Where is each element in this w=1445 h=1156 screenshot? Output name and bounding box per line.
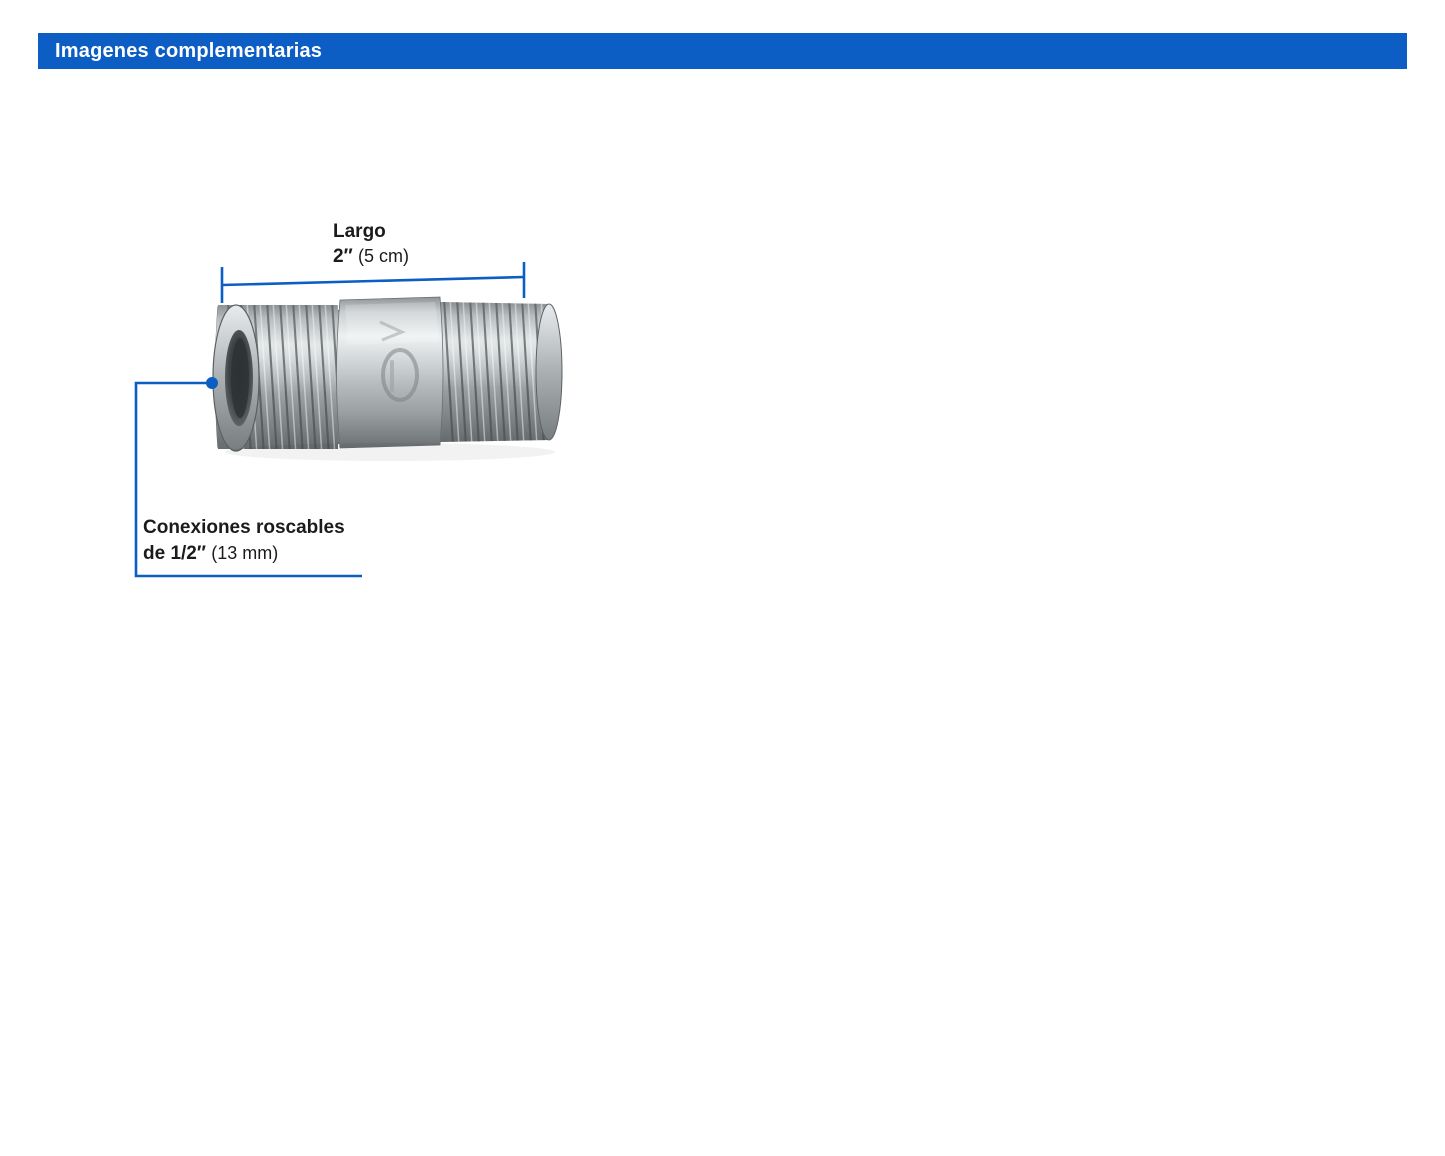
right-end-rim bbox=[536, 304, 562, 440]
pipe-nipple-illustration bbox=[213, 297, 562, 461]
label-largo-value-metric: (5 cm) bbox=[357, 246, 409, 267]
label-largo-value-line bbox=[333, 245, 409, 269]
page-title: Imagenes complementarias bbox=[55, 39, 323, 62]
label-conexiones bbox=[143, 516, 345, 567]
label-conexiones-value-metric: (13 mm) bbox=[211, 543, 279, 564]
label-conexiones-title: Conexiones roscables bbox=[143, 517, 345, 538]
label-conexiones-value: de 1/2″ bbox=[143, 543, 206, 565]
label-conexiones-value-line bbox=[143, 542, 345, 566]
label-largo bbox=[333, 220, 409, 270]
label-largo-value: 2″ bbox=[333, 246, 353, 268]
leader-anchor-dot bbox=[206, 377, 218, 389]
label-largo-title: Largo bbox=[333, 221, 386, 242]
